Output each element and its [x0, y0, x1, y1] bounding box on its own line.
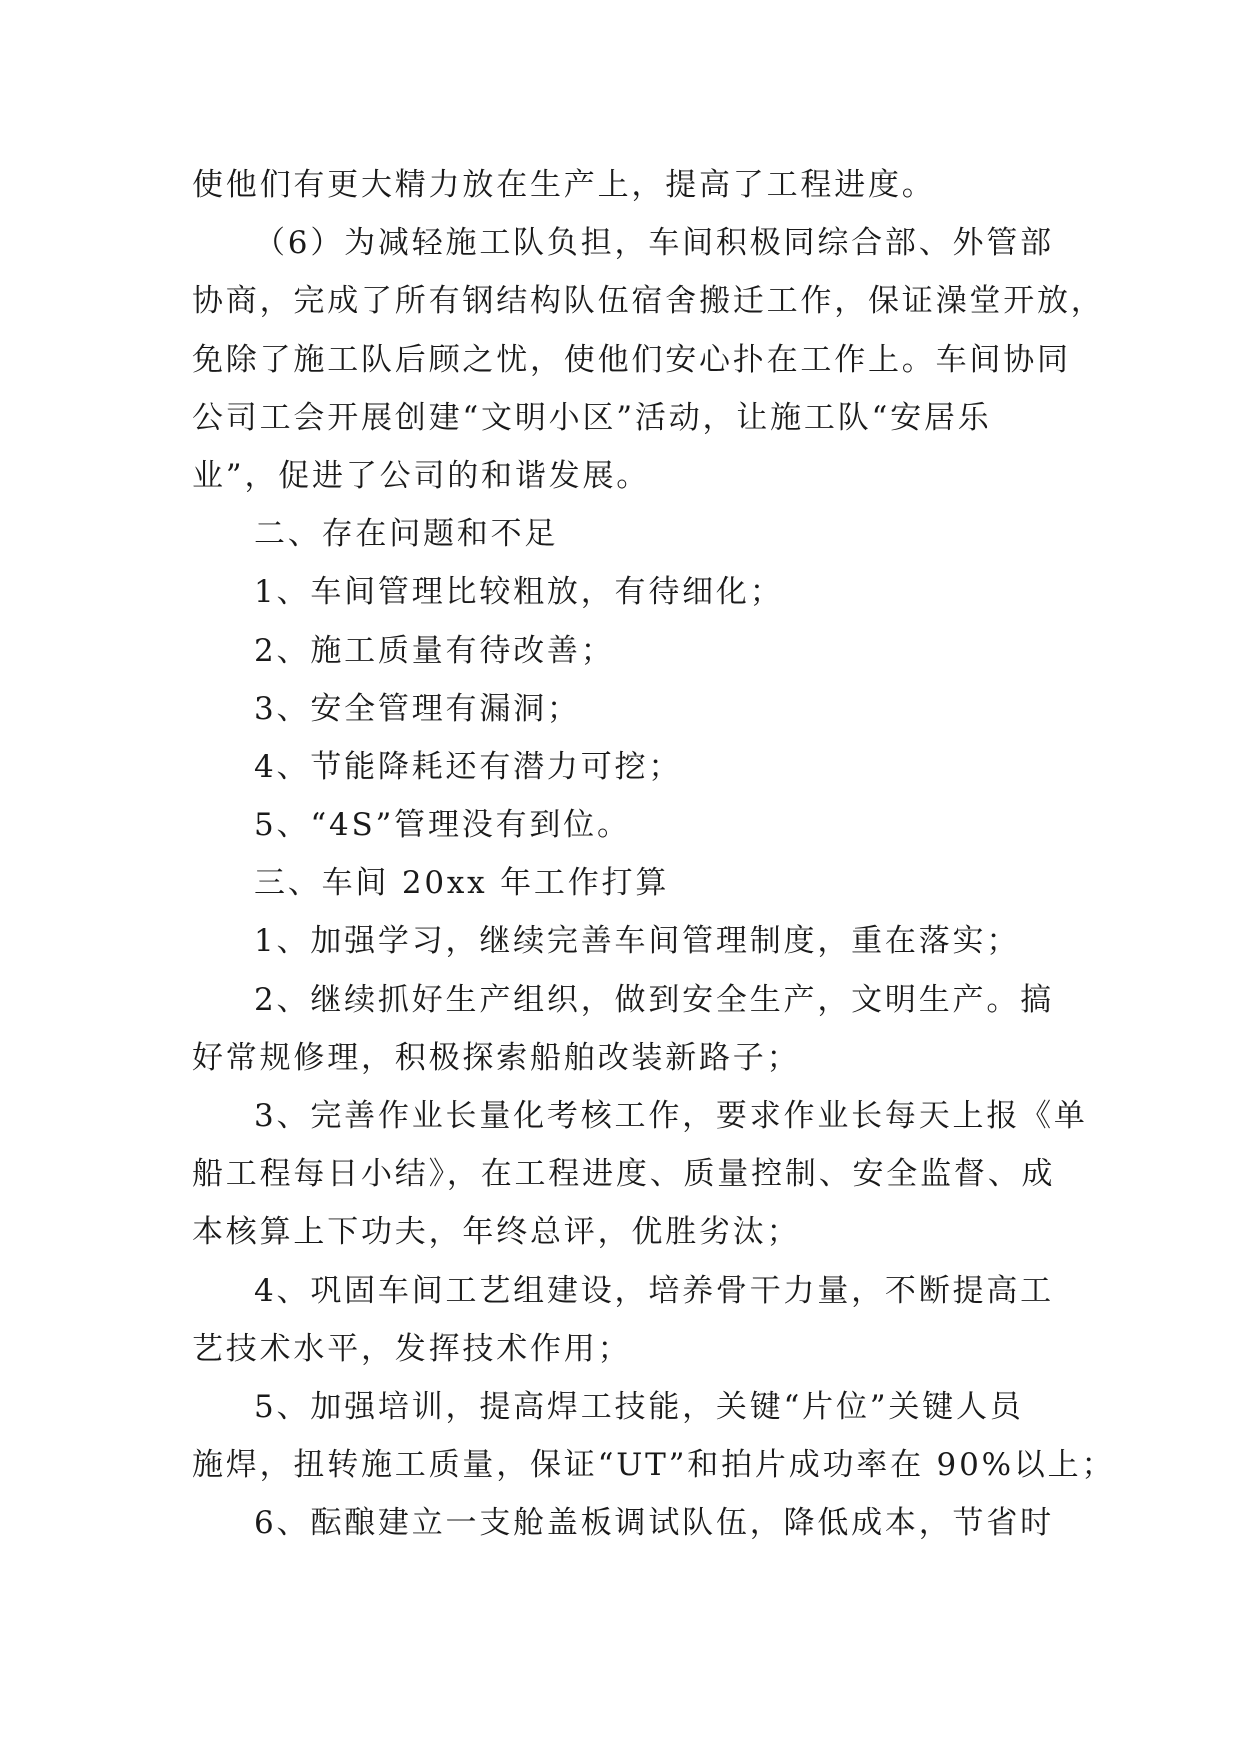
text-line-continuation: 艺技术水平，发挥技术作用； [192, 1330, 632, 1367]
list-item-plan-5: 5、加强培训，提高焊工技能，关键“片位”关键人员 [254, 1388, 1024, 1425]
list-item-problem-4: 4、节能降耗还有潜力可挖； [254, 748, 683, 785]
text-line-continuation: 施焊，扭转施工质量，保证“UT”和拍片成功率在 90%以上； [192, 1447, 1116, 1484]
document-body [192, 156, 1116, 1553]
section-heading-problems: 二、存在问题和不足 [254, 516, 559, 553]
text-line-continuation: 免除了施工队后顾之忧，使他们安心扑在工作上。车间协同 [192, 341, 1071, 378]
list-item-problem-5: 5、“4S”管理没有到位。 [254, 807, 631, 844]
text-line-continuation: 本核算上下功夫，年终总评，优胜劣汰； [192, 1214, 801, 1251]
list-item-plan-4: 4、巩固车间工艺组建设，培养骨干力量，不断提高工 [254, 1272, 1054, 1309]
text-line-continuation: 好常规修理，积极探索船舶改装新路子； [192, 1039, 801, 1076]
text-line-continuation: 船工程每日小结》，在工程进度、质量控制、安全监督、成 [192, 1156, 1056, 1193]
list-item-plan-6: 6、酝酿建立一支舱盖板调试队伍，降低成本，节省时 [254, 1505, 1054, 1542]
text-line-continuation: 使他们有更大精力放在生产上，提高了工程进度。 [192, 167, 936, 203]
list-item-problem-1: 1、车间管理比较粗放，有待细化； [254, 574, 784, 611]
text-line-continuation: 业”，促进了公司的和谐发展。 [192, 457, 651, 494]
text-line-continuation: 公司工会开展创建“文明小区”活动，让施工队“安居乐 [192, 399, 992, 436]
list-item-problem-3: 3、安全管理有漏洞； [254, 690, 581, 727]
text-line-continuation: 协商，完成了所有钢结构队伍宿舍搬迁工作，保证澡堂开放， [192, 283, 1105, 320]
list-item-problem-2: 2、施工质量有待改善； [254, 632, 615, 669]
list-item-plan-2: 2、继续抓好生产组织，做到安全生产，文明生产。搞 [254, 981, 1054, 1018]
section-heading-plan: 三、车间 20xx 年工作打算 [254, 865, 670, 902]
list-item-plan-1: 1、加强学习，继续完善车间管理制度，重在落实； [254, 923, 1021, 960]
list-item-plan-3: 3、完善作业长量化考核工作，要求作业长每天上报《单 [254, 1098, 1088, 1134]
paragraph-item-6: （6）为减轻施工队负担，车间积极同综合部、外管部 [254, 225, 1054, 262]
